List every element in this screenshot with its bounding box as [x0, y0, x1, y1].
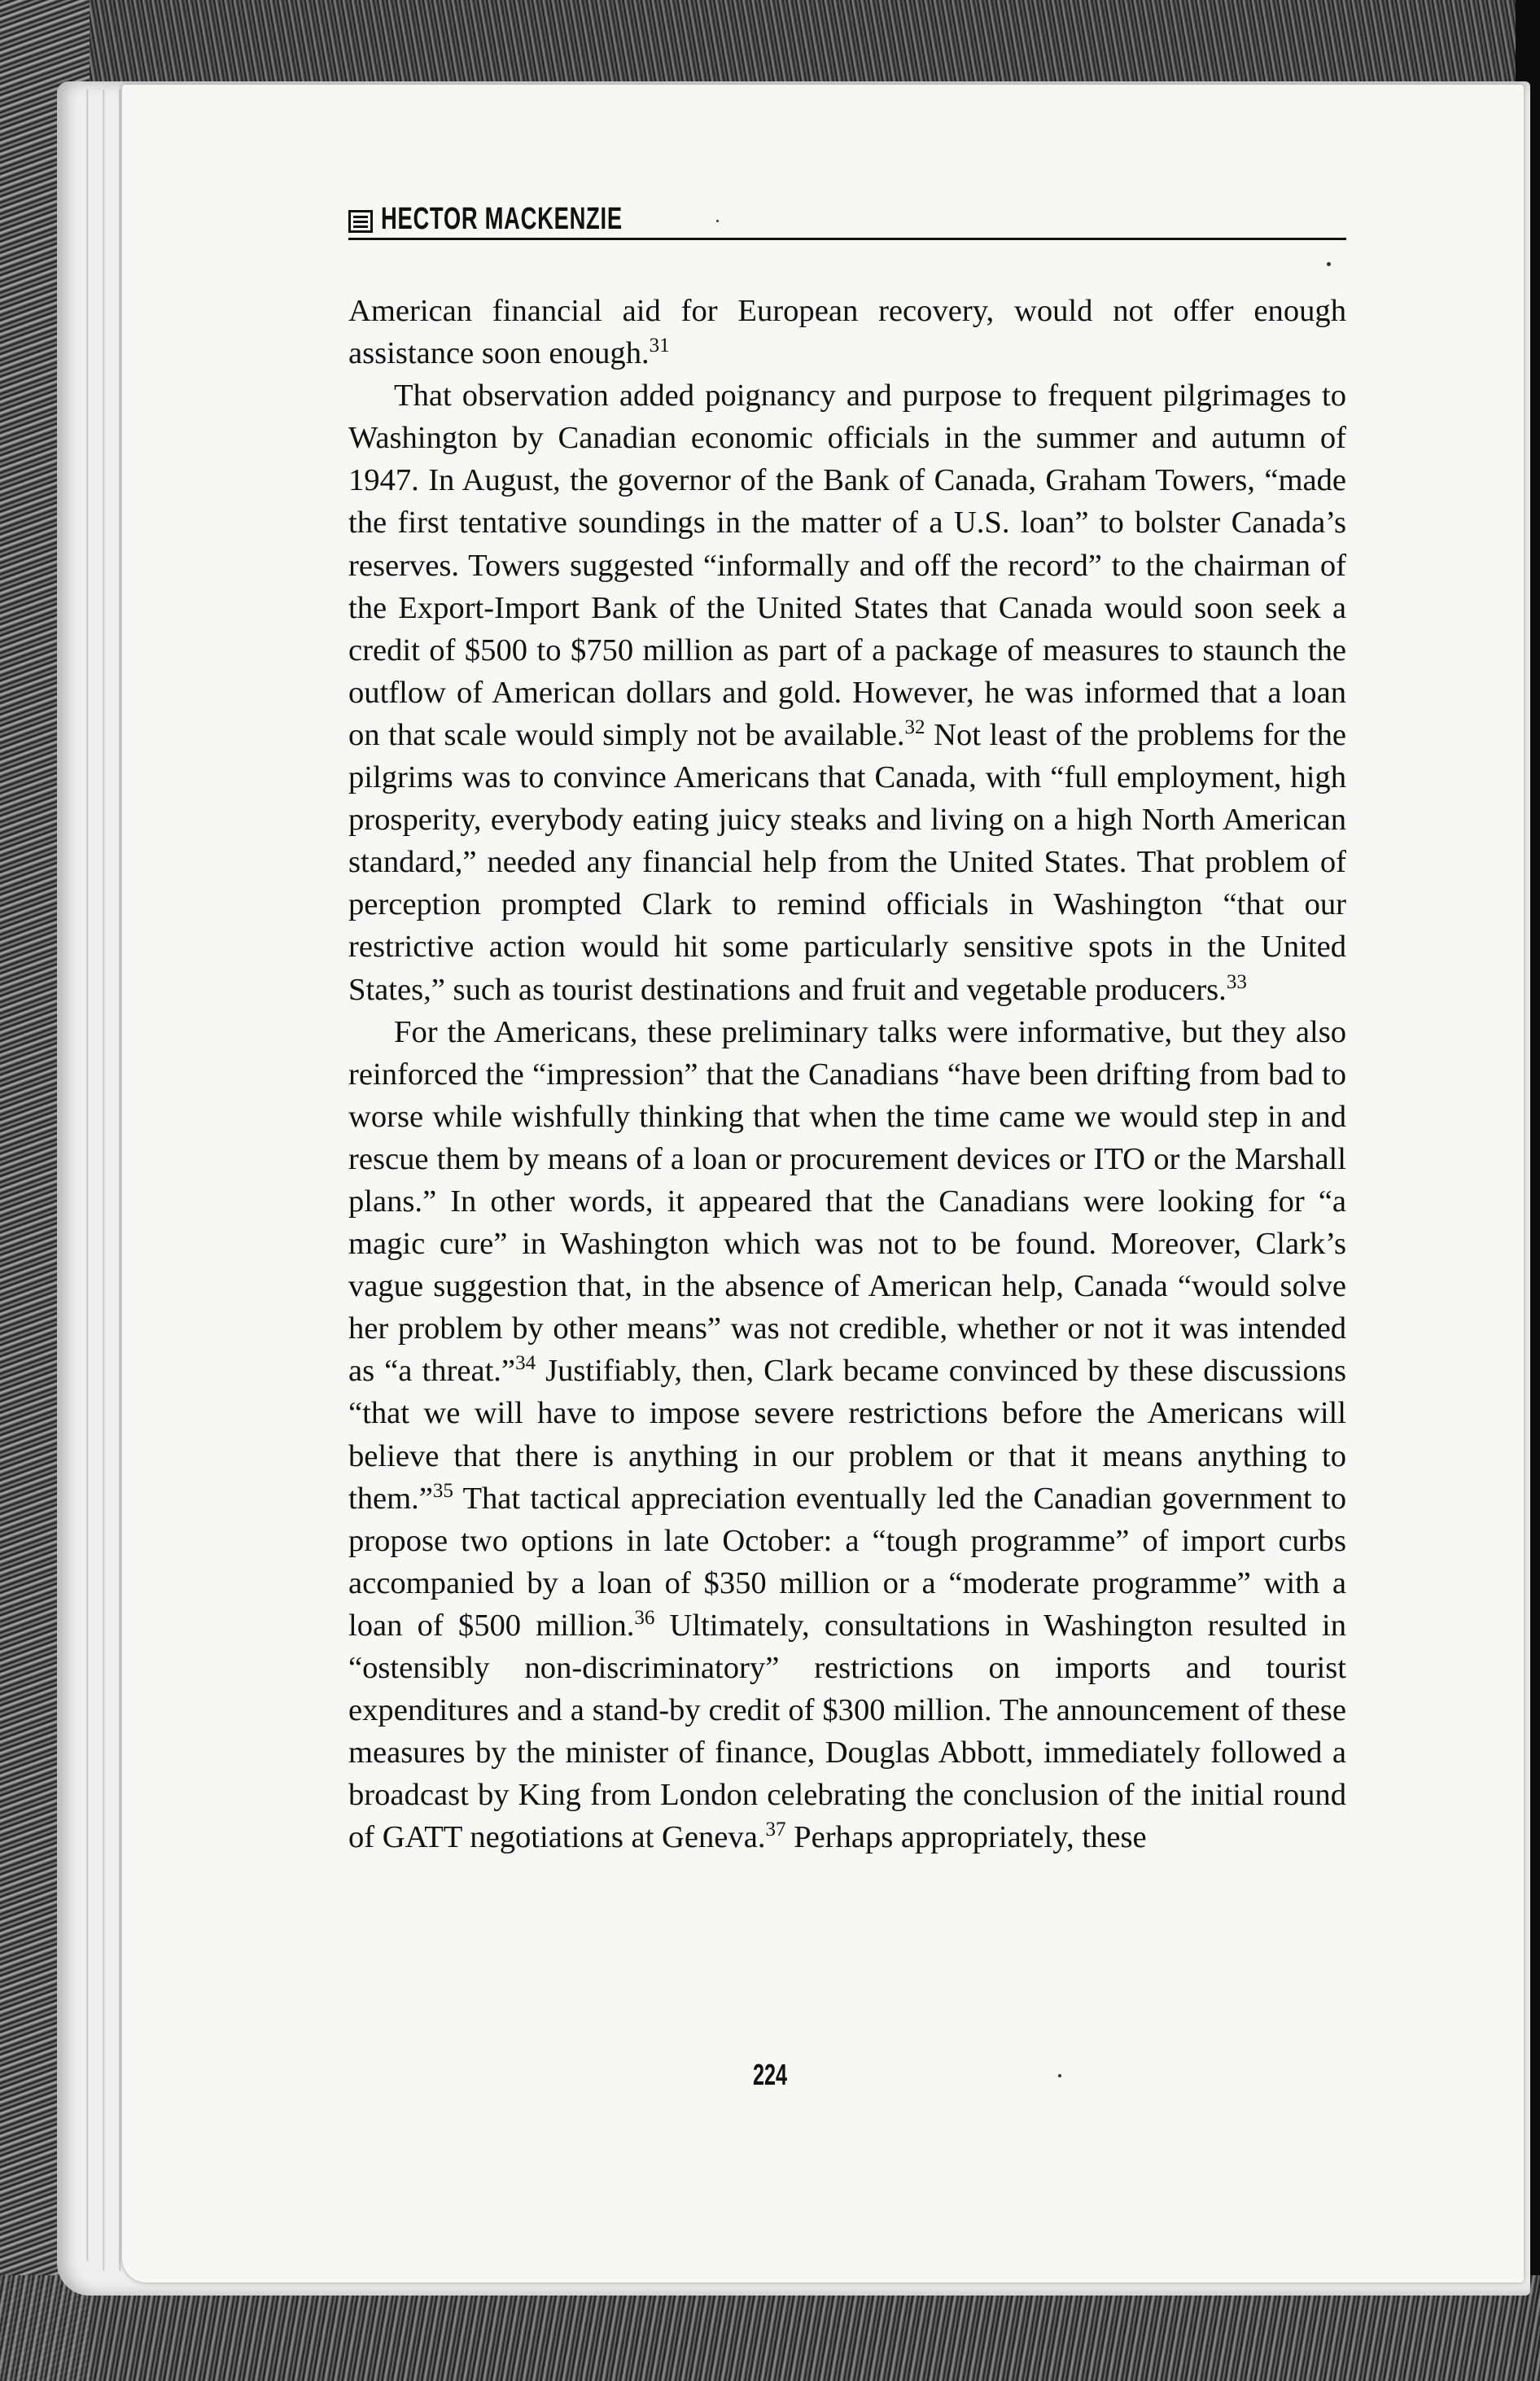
- scan-speck: [1327, 262, 1331, 266]
- paragraph-text: Justifiably, then, Clark became convinced by these discussions “that we will have to impose severe restrictions before the Americans will believe that there is anything in our problem or that it means anything to them.”: [348, 1354, 1346, 1516]
- paragraph-text: That tactical appreciation eventually led the Canadian government to propose two options in late October: a “tough programme” of import curbs accompanied by a loan of $350 million or a “moderate programme” with a loan of $500 million.: [348, 1481, 1346, 1643]
- paragraph: [348, 290, 1346, 374]
- footnote-reference: 35: [432, 1479, 453, 1502]
- scan-speck: [1058, 2074, 1061, 2077]
- scan-speck: [716, 220, 719, 222]
- paragraph: [348, 374, 1346, 1010]
- book-icon: [348, 210, 373, 233]
- footnote-reference: 31: [649, 335, 670, 357]
- footnote-reference: 36: [634, 1606, 655, 1629]
- footnote-reference: 34: [515, 1352, 536, 1375]
- footnote-reference: 33: [1226, 970, 1247, 993]
- paragraph-text: American financial aid for European recovery, would not offer enough assistance soon enough.: [348, 294, 1346, 371]
- paragraph-text: That observation added poignancy and purpose to frequent pilgrimages to Washington by Canadian economic officials in the summer and autumn of 1947. In August, the governor of the Bank of Canada, Graham Towers, “made the first tentative soundings in the matter of a U.S. loan” to bolster Canada’s reserves. Towers suggested “informally and off the record” to the chairman of the Export-Import Bank of the United States that Canada would soon seek a credit of $500 to $750 million as part of a package of measures to staunch the outflow of American dollars and gold. However, he was informed that a loan on that scale would simply not be available.: [348, 379, 1346, 752]
- paragraph-text: For the Americans, these preliminary talks were informative, but they also reinforced the “impression” that the Canadians “have been drifting from bad to worse while wishfully thinking that when the time came we would step in and rescue them by means of a loan or procurement devices or ITO or the Marshall plans.” In other words, it appeared that the Canadians were looking for “a magic cure” in Washington which was not to be found. Moreover, Clark’s vague suggestion that, in the absence of American help, Canada “would solve her problem by other means” was not credible, whether or not it was intended as “a threat.”: [348, 1014, 1346, 1389]
- running-head: [348, 202, 1346, 240]
- paragraph: [348, 1011, 1346, 1859]
- paragraph-text: Ultimately, consultations in Washington resulted in “ostensibly non-discriminatory” restrictions on imports and tourist expenditures and a stand-by credit of $300 million. The announcement of these measures by the minister of finance, Douglas Abbott, immediately followed a broadcast by King from London celebrating the conclusion of the initial round of GATT negotiations at Geneva.: [348, 1608, 1346, 1855]
- page-number: [0, 2058, 1540, 2092]
- page-number-value: 224: [752, 2058, 788, 2091]
- paragraph-text: Not least of the problems for the pilgrims was to convince Americans that Canada, with “full employment, high prosperity, everybody eating juicy steaks and living on a high North American standard,” needed any financial help from the United States. That problem of perception prompted Clark to remind officials in Washington “that our restrictive action would hit some particularly sensitive spots in the United States,” such as tourist destinations and fruit and vegetable producers.: [348, 717, 1346, 1007]
- paragraph-text: Perhaps appropriately, these: [785, 1820, 1147, 1855]
- footnote-reference: 32: [904, 716, 925, 738]
- body-text: [348, 290, 1346, 1858]
- footnote-reference: 37: [765, 1819, 786, 1841]
- running-head-title: HECTOR MACKENZIE: [381, 202, 623, 236]
